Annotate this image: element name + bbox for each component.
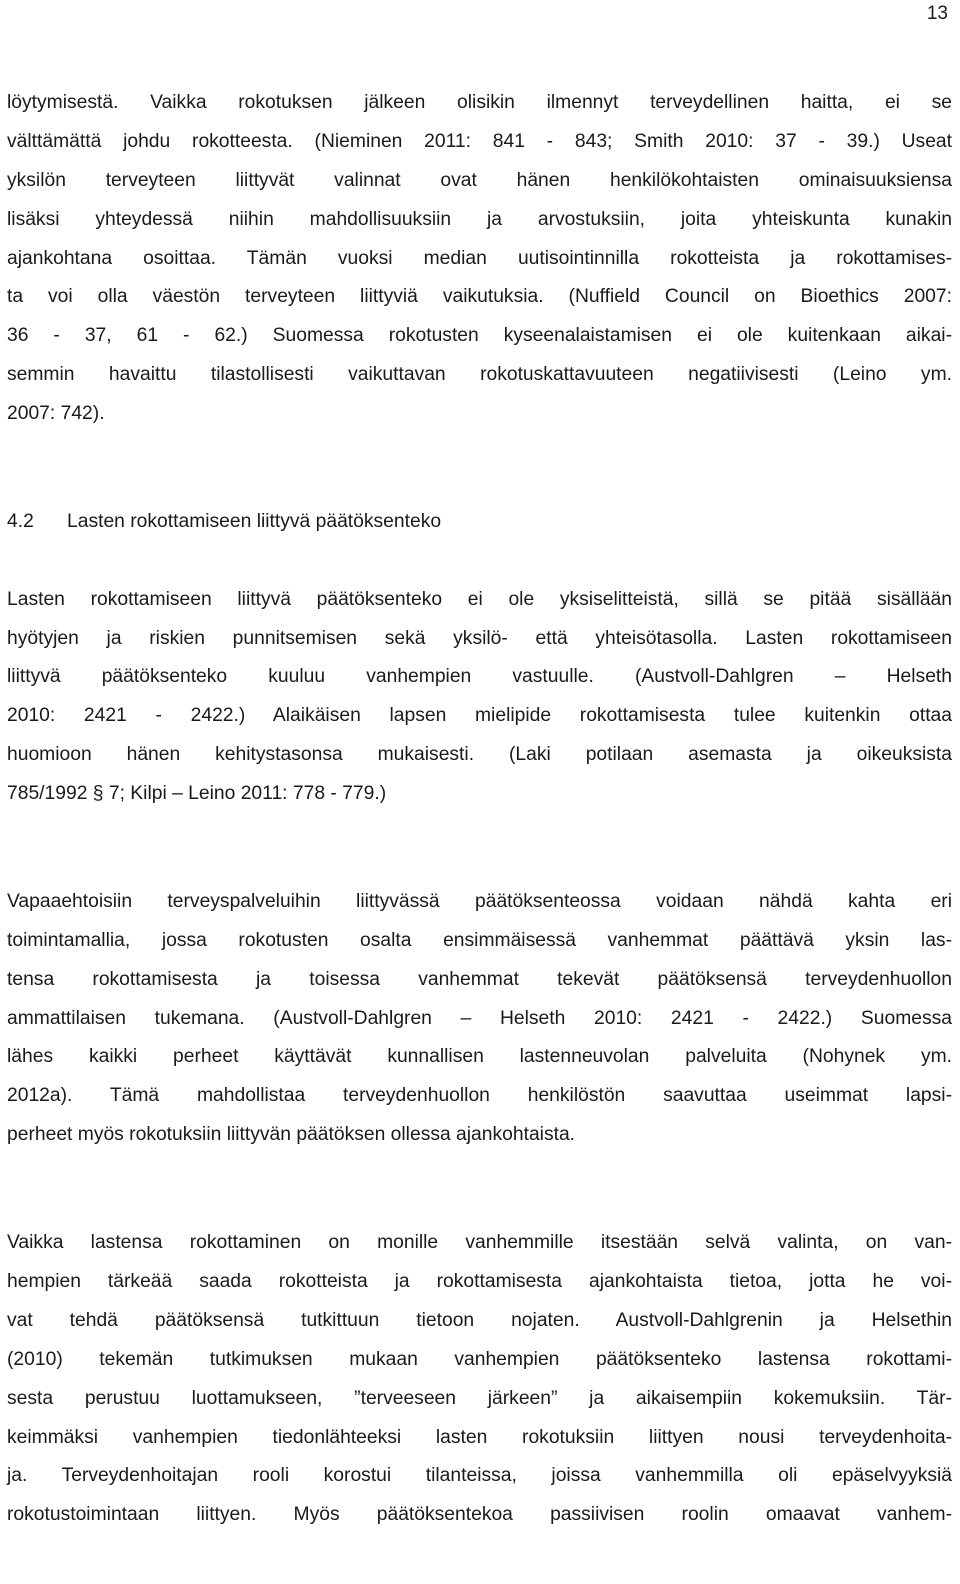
text-line: 36 - 37, 61 - 62.) Suomessa rokotusten kyseenalaistamisen ei ole kuitenkaan aikai- [7,325,952,347]
text-line: Lasten rokottamiseen liittyvä päätöksenteko ei ole yksiselitteistä, sillä se pitää sisällään [7,588,952,610]
text-line: huomioon hänen kehitystasonsa mukaisesti. (Laki potilaan asemasta ja oikeuksista [7,744,952,766]
text-line: 2007: 742). [7,403,105,425]
paragraph [7,883,952,1155]
paragraph [7,1224,952,1535]
spacer [7,542,952,581]
text-line: rokotustoimintaan liittyen. Myös päätöksentekoa passiivisen roolin omaavat vanhem- [7,1504,952,1526]
section-number: 4.2 [7,510,34,532]
document-body [7,84,952,1535]
text-line: ja. Terveydenhoitajan rooli korostui tilanteissa, joissa vanhemmilla oli epäselvyyksiä [7,1465,952,1487]
text-line: löytymisestä. Vaikka rokotuksen jälkeen olisikin ilmennyt terveydellinen haitta, ei se [7,92,952,113]
text-line: hempien tärkeää saada rokotteista ja rokottamisesta ajankohtaista tietoa, jotta he voi- [7,1270,952,1292]
page-number: 13 [926,3,948,24]
text-line: ajankohtana osoittaa. Tämän vuoksi median uutisointinnilla rokotteista ja rokottamises- [7,247,952,269]
spacer [7,473,952,503]
spacer [7,434,952,473]
text-line: keimmäksi vanhempien tiedonlähteeksi lasten rokotuksiin liittyen nousi terveydenhoita- [7,1426,952,1448]
text-line: ammattilaisen tukemana. (Austvoll-Dahlgren – Helseth 2010: 2421 - 2422.) Suomessa [7,1007,952,1029]
text-line: hyötyjen ja riskien punnitsemisen sekä yksilö- että yhteisötasolla. Lasten rokottamiseen [7,627,952,649]
text-line: liittyvä päätöksenteko kuuluu vanhempien vastuulle. (Austvoll-Dahlgren – Helseth [7,666,952,688]
text-line: 2012a). Tämä mahdollistaa terveydenhuollon henkilöstön saavuttaa useimmat lapsi- [7,1085,952,1107]
section-heading [7,503,952,542]
text-line: sesta perustuu luottamukseen, ”terveeseen järkeen” ja aikaisempiin kokemuksiin. Tär- [7,1387,952,1409]
text-line: semmin havaittu tilastollisesti vaikuttavan rokotuskattavuuteen negatiivisesti (Leino ym. [7,364,952,386]
text-line: tensa rokottamisesta ja toisessa vanhemmat tekevät päätöksensä terveydenhuollon [7,968,952,990]
text-line: ta voi olla väestön terveyteen liittyviä vaikutuksia. (Nuffield Council on Bioethics 2007: [7,286,952,308]
text-line: Vapaaehtoisiin terveyspalveluihin liittyvässä päätöksenteossa voidaan nähdä kahta eri [7,890,952,912]
paragraph [7,581,952,814]
section-title: Lasten rokottamiseen liittyvä päätöksenteko [67,510,442,532]
text-line: vat tehdä päätöksensä tutkittuun tietoon nojaten. Austvoll-Dahlgrenin ja Helsethin [7,1309,952,1331]
text-line: perheet myös rokotuksiin liittyvän päätöksen ollessa ajankohtaista. [7,1124,576,1146]
text-line: (2010) tekemän tutkimuksen mukaan vanhempien päätöksenteko lastensa rokottami- [7,1348,952,1370]
text-line: 785/1992 § 7; Kilpi – Leino 2011: 778 - 779.) [7,783,387,805]
text-line: Vaikka lastensa rokottaminen on monille vanhemmille itsestään selvä valinta, on van- [7,1232,952,1254]
paragraph [7,84,952,434]
text-line: välttämättä johdu rokotteesta. (Nieminen 2011: 841 - 843; Smith 2010: 37 - 39.) Useat [7,130,952,152]
text-line: lisäksi yhteydessä niihin mahdollisuuksiin ja arvostuksiin, joita yhteiskunta kunakin [7,208,952,230]
text-line: lähes kaikki perheet käyttävät kunnallisen lastenneuvolan palveluita (Nohynek ym. [7,1046,952,1068]
spacer [7,1155,952,1194]
spacer [7,853,952,883]
text-line: yksilön terveyteen liittyvät valinnat ovat hänen henkilökohtaisten ominaisuuksiensa [7,169,952,191]
text-line: 2010: 2421 - 2422.) Alaikäisen lapsen mielipide rokottamisesta tulee kuitenkin ottaa [7,705,952,727]
spacer [7,814,952,853]
text-line: toimintamallia, jossa rokotusten osalta ensimmäisessä vanhemmat päättävä yksin las- [7,929,952,951]
spacer [7,1194,952,1224]
